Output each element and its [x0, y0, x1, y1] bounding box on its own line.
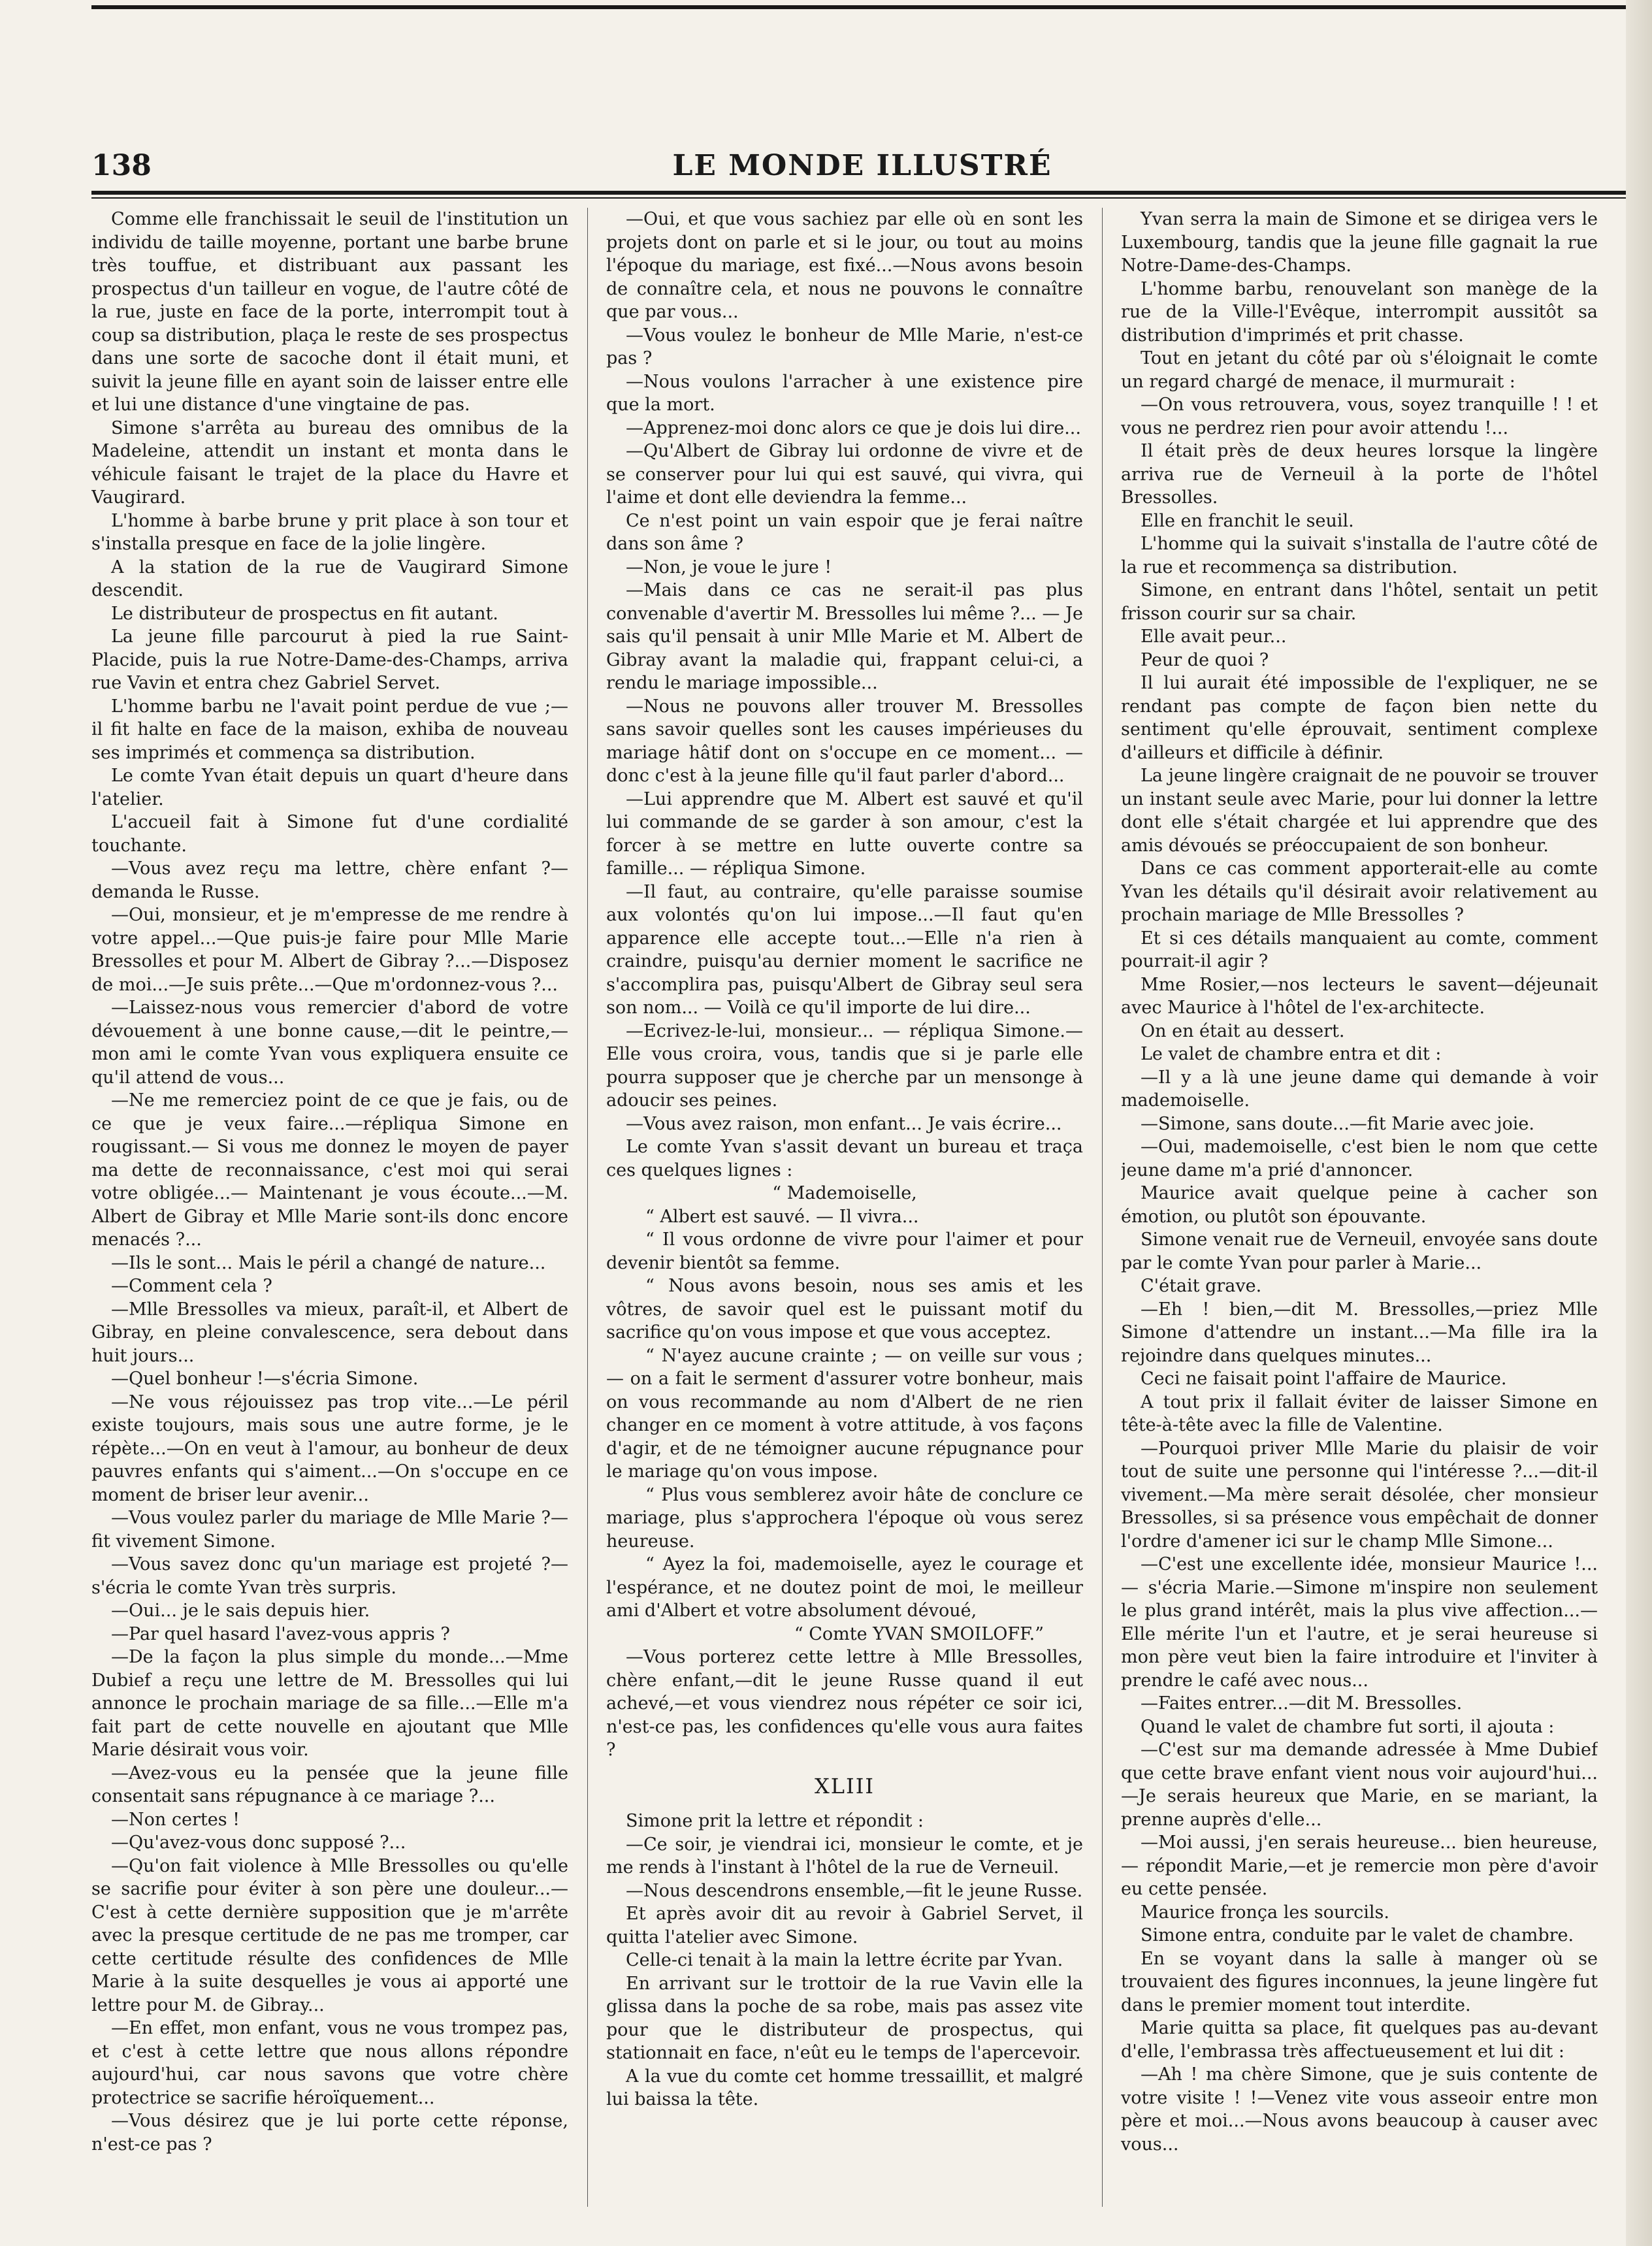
paragraph: —Vous avez raison, mon enfant... Je vais écrire...	[626, 1113, 1062, 1134]
paragraph: —Oui... je le sais depuis hier.	[111, 1601, 370, 1621]
letter-paragraph: “ Plus vous semblerez avoir hâte de conclure ce mariage, plus s'approchera l'époque où vous serez heureuse.	[606, 1484, 1083, 1552]
page-number: 138	[91, 149, 152, 182]
paragraph: —Qu'avez-vous donc supposé ?...	[111, 1832, 406, 1853]
paragraph: —Ce soir, je viendrai ici, monsieur le comte, et je me rends à l'instant à l'hôtel de la rue de Verneuil.	[606, 1834, 1083, 1878]
paragraph: —C'est sur ma demande adressée à Mme Dubief que cette brave enfant vient nous voir aujourd'hui... —Je serais heureux que Marie, en se mariant, la prenne auprès d'elle...	[1121, 1740, 1598, 1830]
paragraph: —Eh ! bien,—dit M. Bressolles,—priez Mlle Simone d'attendre un instant...—Ma fille ira la rejoindre dans quelques minutes...	[1121, 1299, 1598, 1366]
letter-salutation: “ Mademoiselle,	[772, 1183, 917, 1203]
paragraph: —Ne me remerciez point de ce que je fais, ou de ce que je veux faire...—répliqua Simone en rougissant.— Si vous me donnez le moyen de payer ma dette de reconnaissance, c'est moi qui serai votre obligée...— Maintenant je vous écoute...—M. Albert de Gibray et Mlle Marie sont-ils donc encore menacés ?...	[91, 1090, 568, 1250]
paragraph: —Il faut, au contraire, qu'elle paraisse soumise aux volontés qu'on lui impose...—Il faut qu'en apparence elle accepte tout...—Elle n'a rien à craindre, puisqu'au dernier moment le sacrifice ne s'accomplira pas, puisqu'Albert de Gibray seul sera son nom... — Voilà ce qu'il importe de lui dire...	[606, 881, 1083, 1018]
paragraph: —Comment cela ?	[111, 1276, 272, 1296]
paragraph: La jeune fille parcourut à pied la rue Saint-Placide, puis la rue Notre-Dame-des-Champs, arriva rue Vavin et entra chez Gabriel Servet.	[91, 627, 568, 693]
paragraph: —Apprenez-moi donc alors ce que je dois lui dire...	[626, 417, 1081, 438]
paragraph: On en était au dessert.	[1141, 1020, 1345, 1041]
column-1	[91, 208, 568, 2220]
paragraph: —En effet, mon enfant, vous ne vous trompez pas, et c'est à cette lettre que nous allons répondre aujourd'hui, car nous savons que votre chère protectrice se sacrifie héroïquement...	[91, 2018, 568, 2108]
next-page-edge	[1626, 0, 1652, 2246]
paragraph: L'homme barbu, renouvelant son manège de la rue de la Ville-l'Evêque, interrompit aussitôt sa distribution d'imprimés et prit chasse.	[1121, 278, 1598, 346]
paragraph: Simone venait rue de Verneuil, envoyée sans doute par le comte Yvan pour parler à Marie...	[1121, 1229, 1598, 1273]
paragraph: Marie quitta sa place, fit quelques pas au-devant d'elle, l'embrassa très affectueusement et lui dit :	[1121, 2018, 1598, 2062]
paragraph: Il était près de deux heures lorsque la lingère arriva rue de Verneuil à la porte de l'hôtel Bressolles.	[1121, 441, 1598, 508]
letter-paragraph: “ Il vous ordonne de vivre pour l'aimer et pour devenir bientôt sa femme.	[606, 1229, 1083, 1273]
paragraph: Dans ce cas comment apporterait-elle au comte Yvan les détails qu'il désirait avoir relativement au prochain mariage de Mlle Bressolles ?	[1121, 858, 1598, 925]
paragraph: Simone, en entrant dans l'hôtel, sentait un petit frisson courir sur sa chair.	[1121, 580, 1598, 624]
paragraph: —Vous voulez parler du mariage de Mlle Marie ?— fit vivement Simone.	[91, 1508, 568, 1552]
paragraph: —Qu'Albert de Gibray lui ordonne de vivre et de se conserver pour lui qui est sauvé, qui vivra, qui l'aime et dont elle deviendra la femme...	[606, 441, 1083, 508]
paragraph: —Vous voulez le bonheur de Mlle Marie, n'est-ce pas ?	[606, 325, 1083, 368]
paragraph: En se voyant dans la salle à manger où se trouvaient des figures inconnues, la jeune lingère fut dans le premier moment tout interdite.	[1121, 1948, 1598, 2015]
paragraph: Simone s'arrêta au bureau des omnibus de la Madeleine, attendit un instant et monta dans le véhicule faisant le trajet de la place du Havre et Vaugirard.	[91, 417, 568, 508]
paragraph: —Avez-vous eu la pensée que la jeune fille consentait sans répugnance à ce mariage ?...	[91, 1763, 568, 1806]
paragraph: Le valet de chambre entra et dit :	[1141, 1044, 1442, 1064]
paragraph: —Simone, sans doute...—fit Marie avec joie.	[1141, 1113, 1534, 1134]
paragraph: Comme elle franchissait le seuil de l'institution un individu de taille moyenne, portant une barbe brune très touffue, et distribuant aux passant les prospectus d'un tailleur en vogue, de l'autre côté de la rue, juste en face de la porte, interrompit tout à coup sa distribution, plaça le reste de ses prospectus dans une sorte de sacoche dont il était muni, et suivit la jeune fille en ayant soin de laisser entre elle et lui une distance d'une vingtaine de pas.	[91, 209, 568, 415]
paragraph: —Faites entrer...—dit M. Bressolles.	[1141, 1693, 1463, 1714]
paragraph: —Mais dans ce cas ne serait-il pas plus convenable d'avertir M. Bressolles lui même ?... — Je sais qu'il pensait à unir Mlle Marie et M. Albert de Gibray avant la maladie qui, frappant celui-ci, a rendu le mariage impossible...	[606, 580, 1083, 693]
paragraph: A la vue du comte cet homme tressaillit, et malgré lui baissa la tête.	[606, 2066, 1083, 2109]
paragraph: —Mlle Bressolles va mieux, paraît-il, et Albert de Gibray, en pleine convalescence, sera debout dans huit jours...	[91, 1299, 568, 1366]
paragraph: —C'est une excellente idée, monsieur Maurice !...— s'écria Marie.—Simone m'inspire non seulement le plus grand intérêt, mais la plus vive affection...—Elle mérite l'un et l'autre, et je serai heureuse si mon père veut bien la faire introduire et l'inviter à prendre le café avec nous...	[1121, 1554, 1598, 1691]
paragraph: Simone prit la lettre et répondit :	[626, 1811, 924, 1831]
letter-paragraph: “ Albert est sauvé. — Il vivra...	[645, 1206, 919, 1227]
paragraph: —Ne vous réjouissez pas trop vite...—Le péril existe toujours, mais sous une autre forme, je le répète...—On en veut à l'amour, au bonheur de deux pauvres enfants qui s'aiment...—On s'occupe en ce moment de briser leur avenir...	[91, 1392, 568, 1505]
paragraph: Celle-ci tenait à la main la lettre écrite par Yvan.	[626, 1950, 1063, 1970]
column-divider	[587, 208, 588, 2207]
paragraph: —De la façon la plus simple du monde...—Mme Dubief a reçu une lettre de M. Bressolles qui lui annonce le prochain mariage de sa fille...—Elle m'a fait part de cette nouvelle en ajoutant que Mlle Marie désirait vous voir.	[91, 1647, 568, 1760]
column-3	[1121, 208, 1598, 2220]
paragraph: —Nous descendrons ensemble,—fit le jeune Russe.	[626, 1880, 1083, 1901]
paragraph: Maurice avait quelque peine à cacher son émotion, ou plutôt son épouvante.	[1121, 1183, 1598, 1227]
paragraph: Et après avoir dit au revoir à Gabriel Servet, il quitta l'atelier avec Simone.	[606, 1904, 1083, 1947]
chapter-heading: XLIII	[815, 1773, 875, 1798]
paragraph: Simone entra, conduite par le valet de chambre.	[1141, 1925, 1574, 1945]
paragraph: —Ils le sont... Mais le péril a changé de nature...	[111, 1252, 546, 1273]
paragraph: —Qu'on fait violence à Mlle Bressolles ou qu'elle se sacrifie pour éviter à son père une douleur...— C'est à cette dernière supposition que je m'arrête avec la presque certitude de ne pas me tromper, car cette certitude résulte des confidences de Mlle Marie à la suite desquelles je vous ai apporté une lettre pour M. de Gibray...	[91, 1855, 568, 2015]
paragraph: —Quel bonheur !—s'écria Simone.	[111, 1369, 419, 1389]
newspaper-page	[91, 0, 1633, 2246]
paragraph: Maurice fronça les sourcils.	[1141, 1902, 1389, 1923]
paragraph: L'accueil fait à Simone fut d'une cordialité touchante.	[91, 812, 568, 856]
paragraph: Yvan serra la main de Simone et se dirigea vers le Luxembourg, tandis que la jeune fille gagnait la rue Notre-Dame-des-Champs.	[1121, 209, 1598, 276]
paragraph: Elle avait peur...	[1141, 627, 1287, 647]
page-header	[91, 149, 1633, 188]
text-columns	[91, 208, 1633, 2220]
paragraph: Ce n'est point un vain espoir que je ferai naître dans son âme ?	[606, 510, 1083, 554]
paragraph: —Nous voulons l'arracher à une existence pire que la mort.	[606, 371, 1083, 415]
paragraph: L'homme qui la suivait s'installa de l'autre côté de la rue et recommença sa distribution.	[1121, 534, 1598, 578]
paragraph: En arrivant sur le trottoir de la rue Vavin elle la glissa dans la poche de sa robe, mais pas assez vite pour que le distributeur de prospectus, qui stationnait en face, n'eût eu le temps de l'apercevoir.	[606, 1973, 1083, 2063]
masthead-title: LE MONDE ILLUSTRÉ	[672, 149, 1052, 182]
paragraph: —On vous retrouvera, vous, soyez tranquille ! ! et vous ne perdrez rien pour avoir attendu !...	[1121, 395, 1598, 438]
paragraph: —Vous savez donc qu'un mariage est projeté ?— s'écria le comte Yvan très surpris.	[91, 1554, 568, 1598]
paragraph: A tout prix il fallait éviter de laisser Simone en tête-à-tête avec la fille de Valentine.	[1121, 1392, 1598, 1435]
paragraph: Le comte Yvan s'assit devant un bureau et traça ces quelques lignes :	[606, 1137, 1083, 1180]
paragraph: —Par quel hasard l'avez-vous appris ?	[111, 1623, 450, 1644]
paragraph: Le distributeur de prospectus en fit autant.	[111, 603, 498, 624]
paragraph: Mme Rosier,—nos lecteurs le savent—déjeunait avec Maurice à l'hôtel de l'ex-architecte.	[1121, 974, 1598, 1018]
paragraph: —Ecrivez-le-lui, monsieur... — répliqua Simone.— Elle vous croira, vous, tandis que si je parle elle pourra supposer que je cherche par un mensonge à adoucir ses peines.	[606, 1020, 1083, 1111]
paragraph: La jeune lingère craignait de ne pouvoir se trouver un instant seule avec Marie, pour lui donner la lettre dont elle s'était chargée et lui apprendre que des amis dévoués se préoccupaient de son bonheur.	[1121, 766, 1598, 856]
paragraph: Le comte Yvan était depuis un quart d'heure dans l'atelier.	[91, 766, 568, 809]
paragraph: Ceci ne faisait point l'affaire de Maurice.	[1141, 1369, 1507, 1389]
header-rule-thin	[91, 197, 1633, 199]
paragraph: —Vous porterez cette lettre à Mlle Bressolles, chère enfant,—dit le jeune Russe quand il eut achevé,—et vous viendrez nous répéter ce soir ici, n'est-ce pas, les confidences qu'elle vous aura faites ?	[606, 1647, 1083, 1760]
paragraph: L'homme barbu ne l'avait point perdue de vue ;— il fit halte en face de la maison, exhiba de nouveau ses imprimés et commença sa distribution.	[91, 696, 568, 763]
letter-signature: “ Comte YVAN SMOILOFF.”	[794, 1623, 1044, 1644]
paragraph: —Non certes !	[111, 1809, 240, 1830]
paragraph: Peur de quoi ?	[1141, 649, 1269, 670]
paragraph: —Moi aussi, j'en serais heureuse... bien heureuse,— répondit Marie,—et je remercie mon père d'avoir eu cette pensée.	[1121, 1832, 1598, 1899]
paragraph: Quand le valet de chambre fut sorti, il ajouta :	[1141, 1716, 1555, 1737]
paragraph: —Ah ! ma chère Simone, que je suis contente de votre visite ! !—Venez vite vous asseoir entre mon père et moi...—Nous avons beaucoup à causer avec vous...	[1121, 2064, 1598, 2155]
paragraph: A la station de la rue de Vaugirard Simone descendit.	[91, 557, 568, 600]
paragraph: —Lui apprendre que M. Albert est sauvé et qu'il lui commande de se garder à son amour, c'est la forcer à se mettre en lutte ouverte contre sa famille... — répliqua Simone.	[606, 789, 1083, 879]
paragraph: —Laissez-nous vous remercier d'abord de votre dévouement à une bonne cause,—dit le peintre,—mon ami le comte Yvan vous expliquera ensuite ce qu'il attend de vous...	[91, 998, 568, 1088]
paragraph: —Pourquoi priver Mlle Marie du plaisir de voir tout de suite une personne qui l'intéresse ?...—dit-il vivement.—Ma mère serait désolée, cher monsieur Bressolles, si sa présence vous empêchait de donner l'ordre d'amener ici sur le champ Mlle Simone...	[1121, 1438, 1598, 1552]
paragraph: —Vous désirez que je lui porte cette réponse, n'est-ce pas ?	[91, 2111, 568, 2155]
column-2	[606, 208, 1083, 2220]
column-divider	[1102, 208, 1103, 2207]
paragraph: Et si ces détails manquaient au comte, comment pourrait-il agir ?	[1121, 928, 1598, 971]
letter-paragraph: “ Nous avons besoin, nous ses amis et les vôtres, de savoir quel est le puissant motif du sacrifice qu'on vous impose et que vous acceptez.	[606, 1276, 1083, 1343]
paragraph: Elle en franchit le seuil.	[1141, 510, 1354, 531]
paragraph: —Nous ne pouvons aller trouver M. Bressolles sans savoir quelles sont les causes impérieuses du mariage hâtif dont on s'occupe en ce moment... — donc c'est à la jeune fille qu'il faut parler d'abord...	[606, 696, 1083, 786]
paragraph: L'homme à barbe brune y prit place à son tour et s'installa presque en face de la jolie lingère.	[91, 510, 568, 554]
paragraph: —Oui, et que vous sachiez par elle où en sont les projets dont on parle et si le jour, ou tout au moins l'époque du mariage, est fixé...—Nous avons besoin de connaître cela, et nous ne pouvons le connaître que par vous...	[606, 209, 1083, 322]
paragraph: —Vous avez reçu ma lettre, chère enfant ?—demanda le Russe.	[91, 858, 568, 902]
letter-paragraph: “ Ayez la foi, mademoiselle, ayez le courage et l'espérance, et ne doutez point de moi, le meilleur ami d'Albert et votre absolument dévoué,	[606, 1554, 1083, 1621]
paragraph: —Oui, mademoiselle, c'est bien le nom que cette jeune dame m'a prié d'annoncer.	[1121, 1137, 1598, 1180]
paragraph: C'était grave.	[1141, 1276, 1262, 1296]
letter-paragraph: “ N'ayez aucune crainte ; — on veille sur vous ; — on a fait le serment d'assurer votre bonheur, mais on vous recommande au nom d'Albert de ne rien changer en ce moment à votre attitude, à vos façons d'agir, et de ne témoigner aucune répugnance pour le mariage qu'on vous impose.	[606, 1345, 1083, 1482]
paragraph: Il lui aurait été impossible de l'expliquer, ne se rendant pas compte de façon bien nette du sentiment qu'elle éprouvait, sentiment complexe d'ailleurs et difficile à définir.	[1121, 673, 1598, 763]
paragraph: —Il y a là une jeune dame qui demande à voir mademoiselle.	[1121, 1067, 1598, 1111]
paragraph: Tout en jetant du côté par où s'éloignait le comte un regard chargé de menace, il murmurait :	[1121, 348, 1598, 392]
header-rule-thick	[91, 191, 1633, 195]
paragraph: —Non, je voue le jure !	[626, 557, 832, 578]
paragraph: —Oui, monsieur, et je m'empresse de me rendre à votre appel...—Que puis-je faire pour Mlle Marie Bressolles et pour M. Albert de Gibray ?...—Disposez de moi...—Je suis prête...—Que m'ordonnez-vous ?...	[91, 905, 568, 995]
